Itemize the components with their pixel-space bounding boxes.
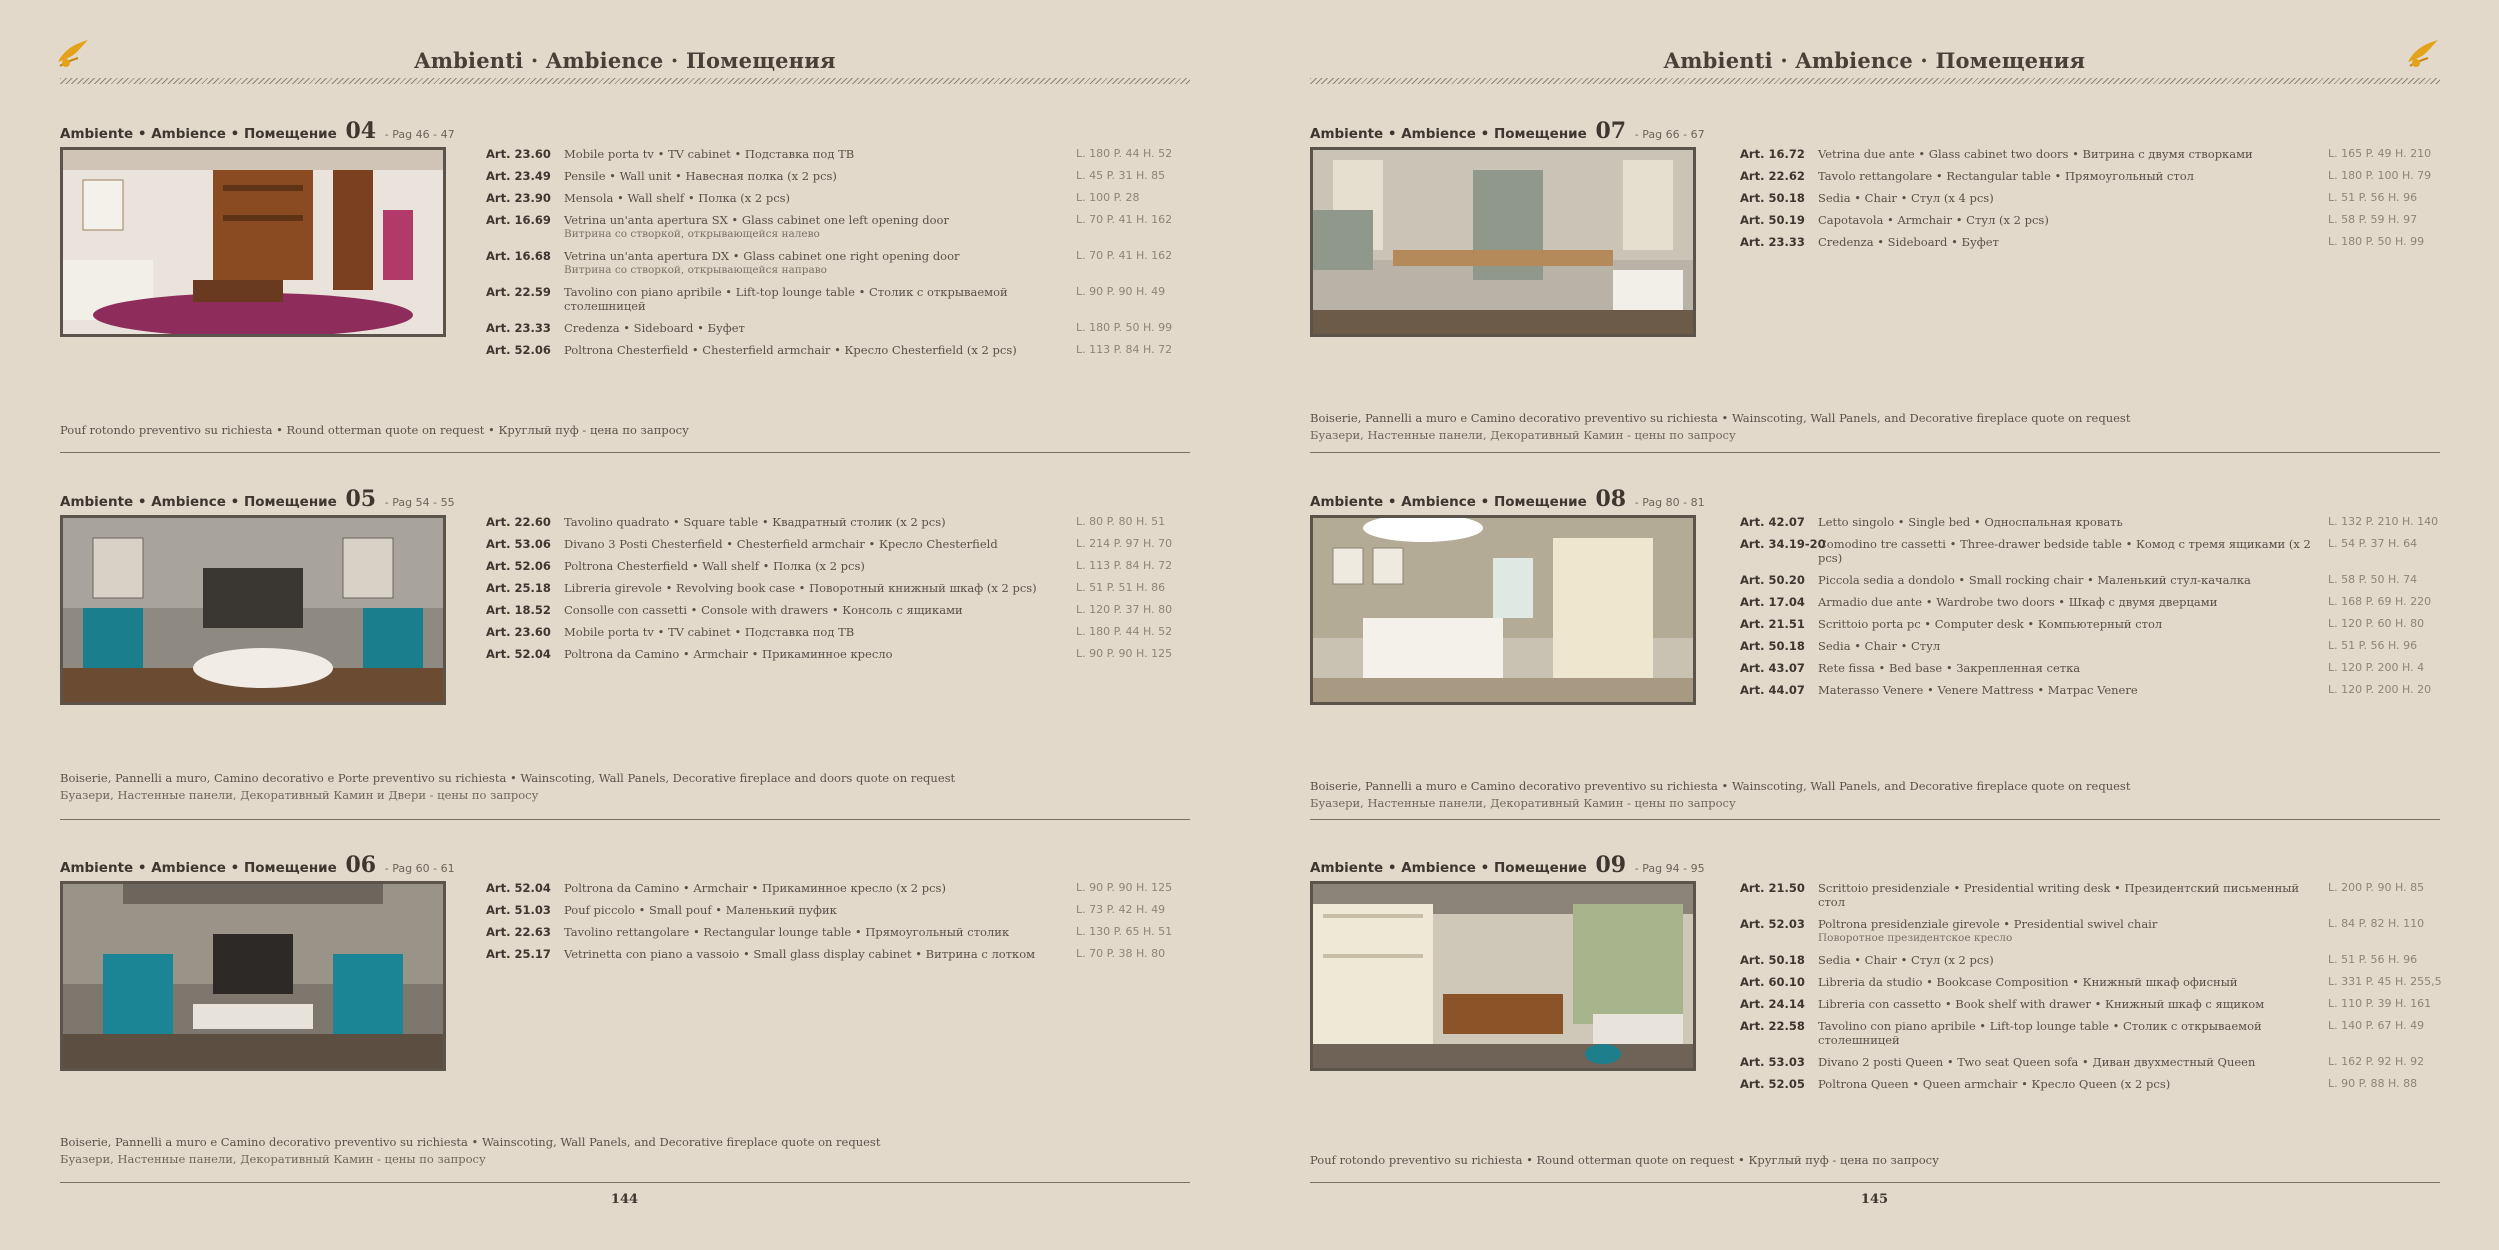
item-dimensions: L. 90 P. 90 H. 49 [1076,285,1166,298]
list-item [1740,213,2499,227]
item-description: Libreria con cassetto • Book shelf with drawer • Книжный шкаф с ящиком [1818,997,2265,1011]
item-dimensions: L. 130 P. 65 H. 51 [1076,925,1173,938]
ambience-section-05 [60,486,1190,826]
list-item [486,285,1246,313]
item-dimensions: L. 58 P. 59 H. 97 [2328,213,2418,226]
list-item [1740,235,2499,249]
item-description [1818,917,2328,945]
section-label: Ambiente • Ambience • Помещение [60,494,337,510]
list-item [486,321,1246,335]
item-dimensions: L. 331 P. 45 H. 255,5 [2328,975,2442,988]
item-list [486,515,1246,669]
article-code: Art. 51.03 [486,903,551,917]
note-line-ru: Буазери, Настенные панели, Декоративный Камин - цены по запросу [1310,796,1736,810]
list-item [1740,975,2499,989]
item-description: Pensile • Wall unit • Навесная полка (x 2 pcs) [564,169,837,183]
item-description: Scrittoio porta pc • Computer desk • Компьютерный стол [1818,617,2163,631]
room-photo-06 [60,881,446,1071]
article-code: Art. 50.18 [1740,639,1805,653]
article-code: Art. 50.20 [1740,573,1805,587]
section-note [1310,410,2440,444]
list-item [486,169,1246,183]
room-photo-07 [1310,147,1696,337]
page-number: 145 [1860,1192,1889,1207]
list-item [486,603,1246,617]
list-item [1740,169,2499,183]
list-item [1740,147,2499,161]
item-dimensions: L. 120 P. 200 H. 20 [2328,683,2432,696]
article-code: Art. 25.17 [486,947,551,961]
page-title: Ambienti · Ambience · Помещения [414,48,836,73]
item-dimensions: L. 214 P. 97 H. 70 [1076,537,1173,550]
item-description: Piccola sedia a dondolo • Small rocking chair • Маленький стул-качалка [1818,573,2251,587]
article-code: Art. 52.04 [486,881,551,895]
page-number: 144 [610,1192,639,1207]
item-dimensions: L. 120 P. 200 H. 4 [2328,661,2425,674]
article-code: Art. 16.68 [486,249,551,263]
article-code: Art. 23.60 [486,147,551,161]
item-dimensions: L. 73 P. 42 H. 49 [1076,903,1166,916]
ambience-section-04 [60,118,1190,458]
article-code: Art. 42.07 [1740,515,1805,529]
item-description: Vetrina due ante • Glass cabinet two doors • Витрина с двумя створками [1818,147,2253,161]
list-item [486,213,1246,241]
list-item [1740,1077,2499,1091]
section-note [1310,1152,2440,1169]
list-item [486,559,1246,573]
item-description: Libreria da studio • Bookcase Composition • Книжный шкаф офисный [1818,975,2238,989]
item-description: Poltrona Chesterfield • Chesterfield armchair • Кресло Chesterfield (x 2 pcs) [564,343,1017,357]
section-number: 06 [345,852,377,878]
item-description: Credenza • Sideboard • Буфет [564,321,745,335]
item-description: Tavolino con piano apribile • Lift-top lounge table • Столик с открываемой столешницей [564,285,1008,313]
right-page [1250,0,2499,1250]
item-description-main: Poltrona presidenziale girevole • Presidential swivel chair [1818,917,2158,931]
item-dimensions: L. 45 P. 31 H. 85 [1076,169,1166,182]
section-heading [60,118,455,144]
section-divider [60,819,1190,820]
section-number: 09 [1595,852,1627,878]
item-dimensions: L. 180 P. 44 H. 52 [1076,147,1173,160]
item-description: Sedia • Chair • Стул (x 4 pcs) [1818,191,1994,205]
list-item [486,191,1246,205]
list-item [1740,573,2499,587]
item-dimensions: L. 70 P. 38 H. 80 [1076,947,1166,960]
section-note [1310,778,2440,812]
item-description: Tavolo rettangolare • Rectangular table • Прямоугольный стол [1818,169,2194,183]
list-item [486,581,1246,595]
section-label: Ambiente • Ambience • Помещение [60,126,337,142]
item-description: Poltrona Chesterfield • Wall shelf • Полка (x 2 pcs) [564,559,865,573]
item-description: Armadio due ante • Wardrobe two doors • Шкаф с двумя дверцами [1818,595,2218,609]
item-description: Letto singolo • Single bed • Односпальная кровать [1818,515,2123,529]
list-item [486,903,1246,917]
item-list [1740,515,2499,705]
section-note [60,770,1190,804]
article-code: Art. 18.52 [486,603,551,617]
section-number: 08 [1595,486,1627,512]
section-note [60,422,1190,439]
room-photo-09 [1310,881,1696,1071]
item-description: Sedia • Chair • Стул (x 2 pcs) [1818,953,1994,967]
section-heading [1310,118,1705,144]
list-item [1740,595,2499,609]
item-dimensions: L. 120 P. 60 H. 80 [2328,617,2425,630]
item-description: Sedia • Chair • Стул [1818,639,1941,653]
section-label: Ambiente • Ambience • Помещение [1310,126,1587,142]
list-item [1740,639,2499,653]
list-item [1740,661,2499,675]
article-code: Art. 23.33 [486,321,551,335]
list-item [1740,683,2499,697]
note-line-ru: Буазери, Настенные панели, Декоративный Камин и Двери - цены по запросу [60,788,539,802]
list-item [1740,1019,2499,1047]
item-list [486,147,1246,365]
item-dimensions: L. 54 P. 37 H. 64 [2328,537,2418,550]
item-description: Poltrona Queen • Queen armchair • Кресло Queen (x 2 pcs) [1818,1077,2171,1091]
section-page-ref: - Pag 80 - 81 [1634,496,1705,509]
article-code: Art. 34.19-20 [1740,537,1826,551]
item-description: Mensola • Wall shelf • Полка (x 2 pcs) [564,191,791,205]
item-description: Divano 3 Posti Chesterfield • Chesterfield armchair • Кресло Chesterfield [564,537,998,551]
note-line: Boiserie, Pannelli a muro, Camino decorativo e Porte preventivo su richiesta • Wainscoting, Wall Panels, Decorative fireplace and doors quote on request [60,771,956,785]
article-code: Art. 16.69 [486,213,551,227]
item-dimensions: L. 70 P. 41 H. 162 [1076,249,1173,262]
note-line: Boiserie, Pannelli a muro e Camino decorativo preventivo su richiesta • Wainscoting, Wall Panels, and Decorative fireplace quote on request [60,1135,881,1149]
article-code: Art. 23.33 [1740,235,1805,249]
section-page-ref: - Pag 46 - 47 [384,128,455,141]
item-dimensions: L. 162 P. 92 H. 92 [2328,1055,2425,1068]
article-code: Art. 21.51 [1740,617,1805,631]
section-heading [1310,852,1705,878]
item-description: Vetrinetta con piano a vassoio • Small glass display cabinet • Витрина с лотком [564,947,1036,961]
item-description: Rete fissa • Bed base • Закрепленная сетка [1818,661,2081,675]
header-hatch-divider [1310,78,2440,84]
list-item [1740,917,2499,945]
article-code: Art. 50.19 [1740,213,1805,227]
article-code: Art. 22.59 [486,285,551,299]
ambience-section-08 [1310,486,2440,826]
item-dimensions: L. 51 P. 56 H. 96 [2328,639,2418,652]
list-item [1740,537,2499,565]
item-list [1740,147,2499,257]
item-description: Divano 2 posti Queen • Two seat Queen sofa • Диван двухместный Queen [1818,1055,2256,1069]
note-line-ru: Буазери, Настенные панели, Декоративный Камин - цены по запросу [1310,428,1736,442]
list-item [486,249,1246,277]
article-code: Art. 52.05 [1740,1077,1805,1091]
item-description: Poltrona da Camino • Armchair • Прикаминное кресло (x 2 pcs) [564,881,946,895]
section-page-ref: - Pag 60 - 61 [384,862,455,875]
article-code: Art. 52.03 [1740,917,1805,931]
item-description-main: Vetrina un'anta apertura DX • Glass cabinet one right opening door [564,249,960,263]
section-divider [1310,819,2440,820]
item-dimensions: L. 58 P. 50 H. 74 [2328,573,2418,586]
article-code: Art. 60.10 [1740,975,1805,989]
list-item [486,537,1246,551]
article-code: Art. 23.60 [486,625,551,639]
article-code: Art. 44.07 [1740,683,1805,697]
item-dimensions: L. 120 P. 37 H. 80 [1076,603,1173,616]
item-dimensions: L. 180 P. 44 H. 52 [1076,625,1173,638]
list-item [1740,953,2499,967]
item-description: Credenza • Sideboard • Буфет [1818,235,1999,249]
list-item [1740,997,2499,1011]
note-line-ru: Буазери, Настенные панели, Декоративный Камин - цены по запросу [60,1152,486,1166]
item-dimensions: L. 51 P. 56 H. 96 [2328,953,2418,966]
article-code: Art. 53.03 [1740,1055,1805,1069]
section-number: 05 [345,486,377,512]
article-code: Art. 25.18 [486,581,551,595]
section-divider [1310,1182,2440,1183]
item-dimensions: L. 165 P. 49 H. 210 [2328,147,2432,160]
section-number: 07 [1595,118,1627,144]
list-item [1740,191,2499,205]
item-description: Materasso Venere • Venere Mattress • Матрас Venere [1818,683,2138,697]
list-item [486,343,1246,357]
list-item [486,881,1246,895]
list-item [486,925,1246,939]
item-dimensions: L. 113 P. 84 H. 72 [1076,343,1173,356]
item-dimensions: L. 140 P. 67 H. 49 [2328,1019,2425,1032]
article-code: Art. 22.58 [1740,1019,1805,1033]
article-code: Art. 50.18 [1740,953,1805,967]
item-dimensions: L. 51 P. 51 H. 86 [1076,581,1166,594]
article-code: Art. 21.50 [1740,881,1805,895]
item-description [564,249,1074,277]
item-dimensions: L. 84 P. 82 H. 110 [2328,917,2425,930]
article-code: Art. 17.04 [1740,595,1805,609]
item-dimensions: L. 180 P. 100 H. 79 [2328,169,2432,182]
item-description: Libreria girevole • Revolving book case • Поворотный книжный шкаф (x 2 pcs) [564,581,1037,595]
article-code: Art. 52.06 [486,559,551,573]
section-page-ref: - Pag 54 - 55 [384,496,455,509]
list-item [486,647,1246,661]
section-page-ref: - Pag 66 - 67 [1634,128,1705,141]
list-item [1740,1055,2499,1069]
page-title: Ambienti · Ambience · Помещения [1663,48,2086,73]
article-code: Art. 52.06 [486,343,551,357]
item-description-ru: Витрина со створкой, открывающейся налево [564,228,820,240]
article-code: Art. 23.90 [486,191,551,205]
ambience-section-09 [1310,852,2440,1182]
section-note [60,1134,1190,1168]
note-line: Boiserie, Pannelli a muro e Camino decorativo preventivo su richiesta • Wainscoting, Wall Panels, and Decorative fireplace quote on request [1310,779,2131,793]
article-code: Art. 23.49 [486,169,551,183]
item-dimensions: L. 100 P. 28 [1076,191,1140,204]
item-description: Pouf piccolo • Small pouf • Маленький пуфик [564,903,837,917]
item-dimensions: L. 200 P. 90 H. 85 [2328,881,2425,894]
article-code: Art. 50.18 [1740,191,1805,205]
item-dimensions: L. 90 P. 90 H. 125 [1076,647,1173,660]
section-number: 04 [345,118,377,144]
section-heading [60,852,455,878]
item-description: Tavolino con piano apribile • Lift-top lounge table • Столик с открываемой столешницей [1818,1019,2262,1047]
item-description [564,213,1074,241]
ambience-section-07 [1310,118,2440,458]
article-code: Art. 43.07 [1740,661,1805,675]
left-page [0,0,1249,1250]
list-item [486,147,1246,161]
note-line: Boiserie, Pannelli a muro e Camino decorativo preventivo su richiesta • Wainscoting, Wall Panels, and Decorative fireplace quote on request [1310,411,2131,425]
note-line: Pouf rotondo preventivo su richiesta • Round otterman quote on request • Круглый пуф - цена по запросу [1310,1153,1939,1167]
item-dimensions: L. 180 P. 50 H. 99 [1076,321,1173,334]
item-list [1740,881,2499,1099]
item-dimensions: L. 110 P. 39 H. 161 [2328,997,2432,1010]
item-dimensions: L. 90 P. 90 H. 125 [1076,881,1173,894]
item-description: Mobile porta tv • TV cabinet • Подставка под ТВ [564,147,855,161]
item-dimensions: L. 51 P. 56 H. 96 [2328,191,2418,204]
article-code: Art. 22.60 [486,515,551,529]
item-description-main: Vetrina un'anta apertura SX • Glass cabinet one left opening door [564,213,949,227]
item-dimensions: L. 90 P. 88 H. 88 [2328,1077,2418,1090]
section-heading [1310,486,1705,512]
list-item [1740,515,2499,529]
section-page-ref: - Pag 94 - 95 [1634,862,1705,875]
header-hatch-divider [60,78,1190,84]
item-dimensions: L. 132 P. 210 H. 140 [2328,515,2439,528]
item-description: Consolle con cassetti • Console with drawers • Консоль с ящиками [564,603,963,617]
section-divider [1310,452,2440,453]
item-dimensions: L. 113 P. 84 H. 72 [1076,559,1173,572]
item-dimensions: L. 168 P. 69 H. 220 [2328,595,2432,608]
room-photo-04 [60,147,446,337]
list-item [486,947,1246,961]
list-item [486,515,1246,529]
list-item [1740,617,2499,631]
item-list [486,881,1246,969]
section-label: Ambiente • Ambience • Помещение [1310,494,1587,510]
room-photo-08 [1310,515,1696,705]
article-code: Art. 24.14 [1740,997,1805,1011]
item-dimensions: L. 80 P. 80 H. 51 [1076,515,1166,528]
item-description: Tavolino quadrato • Square table • Квадратный столик (x 2 pcs) [564,515,946,529]
section-heading [60,486,455,512]
item-description: Comodino tre cassetti • Three-drawer bedside table • Комод с тремя ящиками (x 2 pcs) [1818,537,2311,565]
list-item [486,625,1246,639]
section-divider [60,452,1190,453]
article-code: Art. 22.63 [486,925,551,939]
item-description: Tavolino rettangolare • Rectangular lounge table • Прямоугольный столик [564,925,1010,939]
list-item [1740,881,2499,909]
item-dimensions: L. 180 P. 50 H. 99 [2328,235,2425,248]
item-dimensions: L. 70 P. 41 H. 162 [1076,213,1173,226]
article-code: Art. 16.72 [1740,147,1805,161]
article-code: Art. 52.04 [486,647,551,661]
item-description: Scrittoio presidenziale • Presidential writing desk • Президентский письменный стол [1818,881,2300,909]
section-label: Ambiente • Ambience • Помещение [1310,860,1587,876]
item-description-ru: Витрина со створкой, открывающейся направо [564,264,827,276]
note-line: Pouf rotondo preventivo su richiesta • Round otterman quote on request • Круглый пуф - цена по запросу [60,423,689,437]
room-photo-05 [60,515,446,705]
item-description: Mobile porta tv • TV cabinet • Подставка под ТВ [564,625,855,639]
item-description: Poltrona da Camino • Armchair • Прикаминное кресло [564,647,893,661]
section-label: Ambiente • Ambience • Помещение [60,860,337,876]
ambience-section-06 [60,852,1190,1182]
article-code: Art. 53.06 [486,537,551,551]
article-code: Art. 22.62 [1740,169,1805,183]
item-description: Capotavola • Armchair • Стул (x 2 pcs) [1818,213,2049,227]
section-divider [60,1182,1190,1183]
item-description-ru: Поворотное президентское кресло [1818,932,2013,944]
